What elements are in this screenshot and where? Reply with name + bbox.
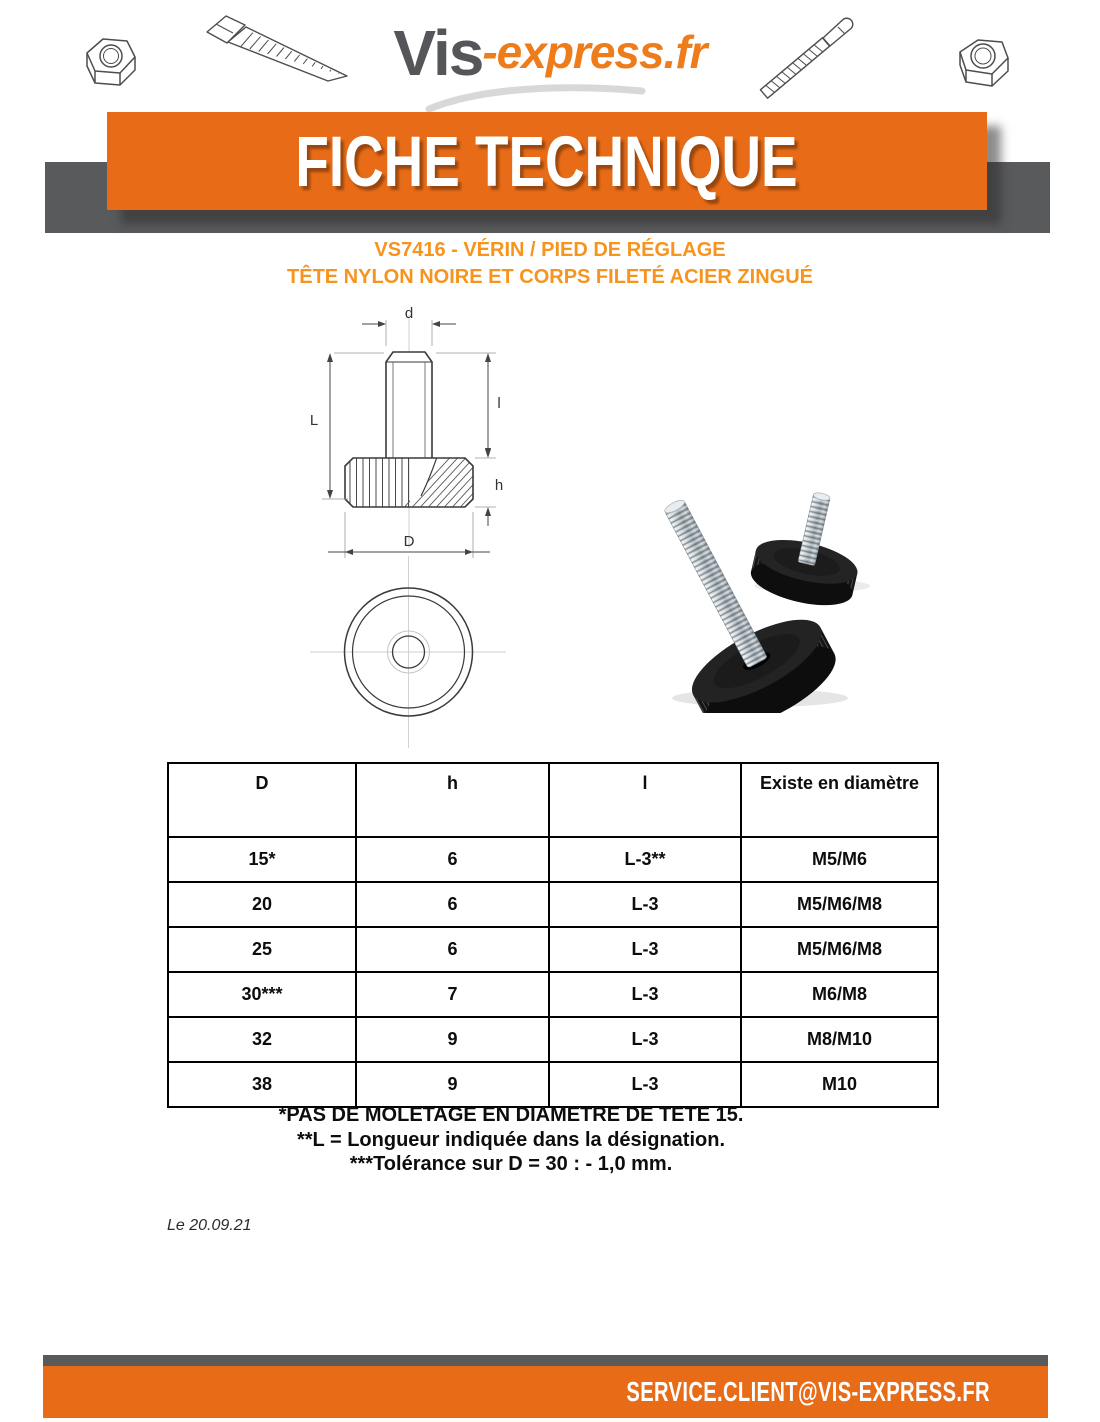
cell-diametre: M10 [741, 1062, 938, 1107]
dimension-label-d: d [404, 305, 414, 322]
dimension-label-L: L [309, 412, 319, 429]
cell-h: 6 [356, 882, 549, 927]
col-header-h: h [356, 763, 549, 837]
dimension-label-D: D [403, 533, 415, 550]
technical-drawing [280, 300, 630, 760]
logo-swoosh-icon [425, 82, 650, 116]
col-header-l: l [549, 763, 741, 837]
table-row [168, 927, 938, 972]
logo [0, 16, 1100, 90]
cell-h: 6 [356, 927, 549, 972]
table-row [168, 837, 938, 882]
note-line: **L = Longueur indiquée dans la désignation. [296, 1128, 726, 1151]
cell-h: 9 [356, 1017, 549, 1062]
cell-l: L-3 [549, 882, 741, 927]
table-header-row [168, 763, 938, 837]
spec-table [167, 762, 939, 1108]
cell-l: L-3 [549, 927, 741, 972]
cell-l: L-3 [549, 1017, 741, 1062]
table-row [168, 882, 938, 927]
dimension-label-l: l [497, 395, 501, 412]
table-row [168, 972, 938, 1017]
cell-h: 6 [356, 837, 549, 882]
small-foot [747, 482, 873, 614]
cell-D: 32 [168, 1017, 356, 1062]
cell-diametre: M8/M10 [741, 1017, 938, 1062]
dimension-label-h: h [494, 477, 504, 494]
cell-diametre: M5/M6/M8 [741, 882, 938, 927]
cell-diametre: M5/M6/M8 [741, 927, 938, 972]
cell-D: 20 [168, 882, 356, 927]
document-date: Le 20.09.21 [167, 1217, 252, 1234]
banner-title: FICHE TECHNIQUE [295, 121, 799, 201]
cell-D: 30*** [168, 972, 356, 1017]
note-line: *PAS DE MOLETAGE EN DIAMETRE DE TETE 15. [278, 1104, 744, 1126]
cell-diametre: M5/M6 [741, 837, 938, 882]
cell-D: 25 [168, 927, 356, 972]
table-row [168, 1017, 938, 1062]
footer-email: SERVICE.CLIENT@VIS-EXPRESS.FR [626, 1376, 990, 1407]
col-header-diametre: Existe en diamètre [741, 763, 938, 837]
product-title [0, 237, 1100, 291]
product-title-line2: TÊTE NYLON NOIRE ET CORPS FILETÉ ACIER ZINGUÉ [287, 266, 813, 288]
logo-vis-text: Vis [393, 17, 483, 89]
cell-l: L-3 [549, 1062, 741, 1107]
banner [107, 112, 987, 210]
product-photo [630, 468, 960, 713]
product-title-line1: VS7416 - VÉRIN / PIED DE RÉGLAGE [374, 239, 726, 261]
cell-h: 9 [356, 1062, 549, 1107]
note-line: ***Tolérance sur D = 30 : - 1,0 mm. [349, 1153, 673, 1175]
footer-underlay-strip [43, 1355, 1048, 1366]
cell-l: L-3 [549, 972, 741, 1017]
cell-D: 15* [168, 837, 356, 882]
footnotes [0, 1103, 1022, 1177]
logo-express-text: -express.fr [482, 26, 707, 78]
cell-h: 7 [356, 972, 549, 1017]
footer-bar [43, 1366, 1048, 1418]
table-row [168, 1062, 938, 1107]
cell-diametre: M6/M8 [741, 972, 938, 1017]
col-header-D: D [168, 763, 356, 837]
cell-D: 38 [168, 1062, 356, 1107]
cell-l: L-3** [549, 837, 741, 882]
